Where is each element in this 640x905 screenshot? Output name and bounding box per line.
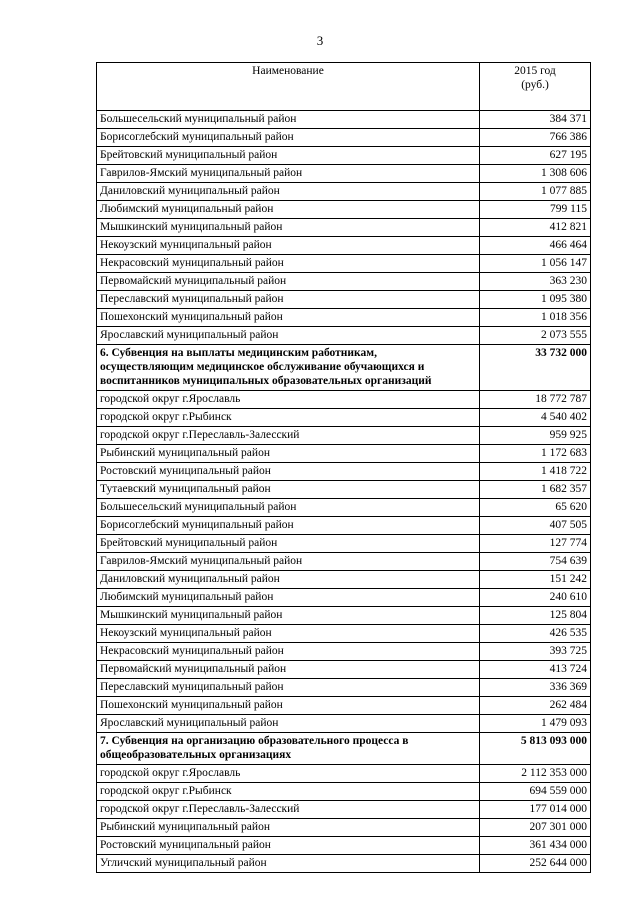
row-name: Борисоглебский муниципальный район <box>97 129 480 147</box>
table-row <box>97 499 591 517</box>
table-row <box>97 697 591 715</box>
table-row <box>97 427 591 445</box>
row-value: 18 772 787 <box>480 391 591 409</box>
row-name: Некрасовский муниципальный район <box>97 643 480 661</box>
row-name: Гаврилов-Ямский муниципальный район <box>97 165 480 183</box>
section-total: 33 732 000 <box>480 345 591 391</box>
section-title-line: осуществляющим медицинское обслуживание обучающихся и <box>100 361 425 373</box>
row-name: Рыбинский муниципальный район <box>97 819 480 837</box>
table-row <box>97 255 591 273</box>
table-row <box>97 165 591 183</box>
table-row <box>97 801 591 819</box>
row-name: Первомайский муниципальный район <box>97 661 480 679</box>
subvention-table <box>96 62 591 873</box>
row-value: 262 484 <box>480 697 591 715</box>
row-name: Пошехонский муниципальный район <box>97 309 480 327</box>
section-title <box>97 733 480 765</box>
section-row <box>97 345 591 391</box>
section-title <box>97 345 480 391</box>
table-row <box>97 783 591 801</box>
row-value: 1 479 093 <box>480 715 591 733</box>
row-name: Ростовский муниципальный район <box>97 463 480 481</box>
row-name: Любимский муниципальный район <box>97 589 480 607</box>
row-value: 393 725 <box>480 643 591 661</box>
section-row <box>97 733 591 765</box>
table-row <box>97 445 591 463</box>
row-value: 384 371 <box>480 111 591 129</box>
section-title-line: 7. Субвенция на организацию образовательного процесса в <box>100 735 409 747</box>
row-value: 627 195 <box>480 147 591 165</box>
table-row <box>97 129 591 147</box>
row-value: 127 774 <box>480 535 591 553</box>
section-total: 5 813 093 000 <box>480 733 591 765</box>
row-name: Пошехонский муниципальный район <box>97 697 480 715</box>
row-name: Любимский муниципальный район <box>97 201 480 219</box>
row-value: 1 095 380 <box>480 291 591 309</box>
row-value: 240 610 <box>480 589 591 607</box>
row-value: 799 115 <box>480 201 591 219</box>
row-name: Первомайский муниципальный район <box>97 273 480 291</box>
row-name: Гаврилов-Ямский муниципальный район <box>97 553 480 571</box>
row-value: 4 540 402 <box>480 409 591 427</box>
row-name: Некрасовский муниципальный район <box>97 255 480 273</box>
row-value: 754 639 <box>480 553 591 571</box>
row-value: 1 418 722 <box>480 463 591 481</box>
table-row <box>97 571 591 589</box>
row-value: 412 821 <box>480 219 591 237</box>
table-row <box>97 661 591 679</box>
row-value: 959 925 <box>480 427 591 445</box>
table-row <box>97 517 591 535</box>
table-row <box>97 309 591 327</box>
row-name: Угличский муниципальный район <box>97 855 480 873</box>
section7-body <box>97 733 591 765</box>
row-name: городской округ г.Рыбинск <box>97 783 480 801</box>
row-value: 1 172 683 <box>480 445 591 463</box>
row-name: Даниловский муниципальный район <box>97 183 480 201</box>
row-value: 694 559 000 <box>480 783 591 801</box>
row-name: Ярославский муниципальный район <box>97 327 480 345</box>
section-title-line: воспитанников муниципальных образовательных организаций <box>100 375 432 387</box>
row-name: Мышкинский муниципальный район <box>97 219 480 237</box>
row-name: городской округ г.Переславль-Залесский <box>97 801 480 819</box>
row-value: 177 014 000 <box>480 801 591 819</box>
row-value: 426 535 <box>480 625 591 643</box>
row-name: Брейтовский муниципальный район <box>97 535 480 553</box>
row-name: городской округ г.Переславль-Залесский <box>97 427 480 445</box>
row-value: 363 230 <box>480 273 591 291</box>
row-value: 1 077 885 <box>480 183 591 201</box>
section-title-line: 6. Субвенция на выплаты медицинским работникам, <box>100 347 377 359</box>
row-name: Тутаевский муниципальный район <box>97 481 480 499</box>
table-row <box>97 819 591 837</box>
row-name: Рыбинский муниципальный район <box>97 445 480 463</box>
group3-body <box>97 765 591 873</box>
table-row <box>97 291 591 309</box>
row-value: 1 682 357 <box>480 481 591 499</box>
table-row <box>97 237 591 255</box>
row-value: 466 464 <box>480 237 591 255</box>
table-row <box>97 481 591 499</box>
table-row <box>97 715 591 733</box>
column-header-year <box>480 63 591 111</box>
table-row <box>97 855 591 873</box>
table-row <box>97 463 591 481</box>
row-name: городской округ г.Ярославль <box>97 391 480 409</box>
row-name: Даниловский муниципальный район <box>97 571 480 589</box>
row-name: Ярославский муниципальный район <box>97 715 480 733</box>
row-value: 2 073 555 <box>480 327 591 345</box>
table-row <box>97 553 591 571</box>
table-row <box>97 643 591 661</box>
row-value: 407 505 <box>480 517 591 535</box>
row-name: Большесельский муниципальный район <box>97 111 480 129</box>
table-row <box>97 765 591 783</box>
row-value: 2 112 353 000 <box>480 765 591 783</box>
table-row <box>97 201 591 219</box>
table-row <box>97 837 591 855</box>
row-value: 252 644 000 <box>480 855 591 873</box>
row-name: Мышкинский муниципальный район <box>97 607 480 625</box>
row-name: Некоузский муниципальный район <box>97 237 480 255</box>
row-value: 1 308 606 <box>480 165 591 183</box>
table-row <box>97 183 591 201</box>
group2-body <box>97 391 591 733</box>
row-value: 125 804 <box>480 607 591 625</box>
currency-label: (руб.) <box>521 79 549 91</box>
row-value: 1 018 356 <box>480 309 591 327</box>
row-value: 151 242 <box>480 571 591 589</box>
column-header-name: Наименование <box>97 63 480 111</box>
table-row <box>97 219 591 237</box>
row-value: 766 386 <box>480 129 591 147</box>
row-name: городской округ г.Рыбинск <box>97 409 480 427</box>
table-row <box>97 327 591 345</box>
row-value: 1 056 147 <box>480 255 591 273</box>
row-name: Переславский муниципальный район <box>97 291 480 309</box>
group1-body <box>97 111 591 345</box>
row-name: Брейтовский муниципальный район <box>97 147 480 165</box>
table-row <box>97 273 591 291</box>
table-header-row <box>97 63 591 111</box>
row-value: 207 301 000 <box>480 819 591 837</box>
section-title-line: общеобразовательных организациях <box>100 749 292 761</box>
row-value: 361 434 000 <box>480 837 591 855</box>
table-row <box>97 147 591 165</box>
table-row <box>97 589 591 607</box>
row-name: Большесельский муниципальный район <box>97 499 480 517</box>
table-row <box>97 391 591 409</box>
row-value: 413 724 <box>480 661 591 679</box>
row-value: 65 620 <box>480 499 591 517</box>
row-value: 336 369 <box>480 679 591 697</box>
table-row <box>97 409 591 427</box>
table-row <box>97 111 591 129</box>
row-name: городской округ г.Ярославль <box>97 765 480 783</box>
table-row <box>97 625 591 643</box>
table-row <box>97 535 591 553</box>
table-row <box>97 607 591 625</box>
row-name: Борисоглебский муниципальный район <box>97 517 480 535</box>
table-row <box>97 679 591 697</box>
section6-body <box>97 345 591 391</box>
row-name: Ростовский муниципальный район <box>97 837 480 855</box>
row-name: Переславский муниципальный район <box>97 679 480 697</box>
page-number: 3 <box>316 33 324 48</box>
year-label: 2015 год <box>514 65 556 77</box>
row-name: Некоузский муниципальный район <box>97 625 480 643</box>
